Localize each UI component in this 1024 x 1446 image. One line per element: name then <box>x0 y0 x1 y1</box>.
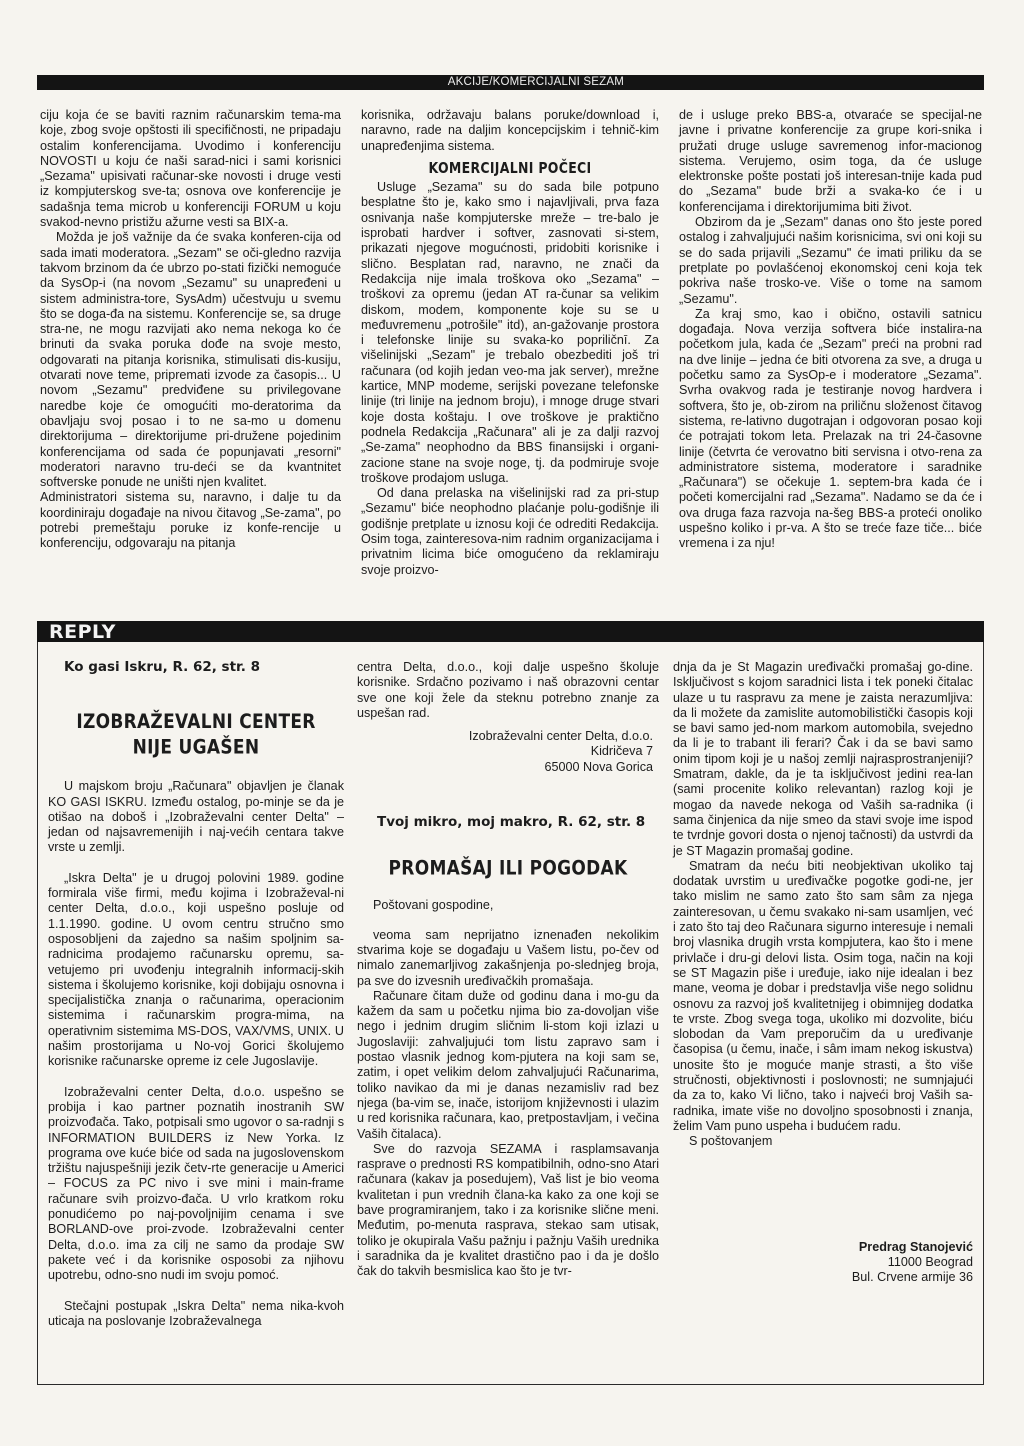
paragraph: Za kraj smo, kao i obično, ostavili satnicu događaja. Nova verzija softvera biće instalira-na početkom jula, kada će „Sezam" preći na probni rad na dve linije – jedna će biti otvorena za sve, a druga u početku samo za SysOp-e i moderatore „Sezama". Svrha ovakvog rada je testiranje novog hardvera i softvera, što je, ob-zirom na priličnu složenost čitavog sistema, re-lativno dugotrajan i odgovoran posao koji će potrajati tokom leta. Prelazak na tri 24-časovne linije (četvrta će verovatno biti servisna i otvo-rena za administratore sistema, moderatore i saradnike „Računara") se očekuje 1. septem-bra kada će i početi komercijalni rad „Sezama". Nadamo se da će i ova druga faza razvoja na-šeg BBS-a proteći onoliko uspešno koliko i pr-va. A što se treće faze tiče... biće vremena i za nju! <box>679 306 982 551</box>
paragraph: „Iskra Delta" je u drugoj polovini 1989. godine formirala više firmi, među kojima i Izobraževal-ni center Delta, d.o.o., koji uspešno posluje od 1.1.1990. godine. U ovom centru stručno smo osposobljeni da zajedno sa našim spoljnim sa-radnicima prodajemo računarsku opremu, sa-vetujemo pri uvođenju integralnih informacij-skih sistema i školujemo korisnike, koji dobijaju osnovna i specijalistička znanja o računarima, operacionim sistemima i računarskim progra-mima, na operativnim sistemima MS-DOS, VAX/VMS, UNIX. U našim prostorijama u No-voj Gorici školujemo korisnike računarske opreme iz cele Jugoslavije. <box>48 870 344 1069</box>
paragraph: Obzirom da je „Sezam" danas ono što jeste pored ostalog i zahvaljujući našim korisnicima, svi oni koji su se do sada prijavili „Sezamu" će imati priliku da se pretplate po povlašćenoj ekonomskoj ceni koja tek pokriva naše trosko-ve. Više o tome na samom „Sezamu". <box>679 215 982 306</box>
paragraph: Smatram da neću biti neobjektivan ukoliko taj dodatak uvrstim u uređivačke pogotke godi-ne, jer tako mislim ne samo zato što sam sâm za njega zainteresovan, u čemu svakako ni-sam usamljen, već i zato što taj deo Računara sigurno interesuje i nemali broj vlasnika drugih vrsta kompjutera, kao što i mene privlače i dru-gi delovi lista. Osim toga, način na koji se ST Magazin piše i uređuje, iako nije idealan i bez mane, veoma je dobar i predstavlja više nego solidnu osnovu za razvoj još kvalitetnijeg i obimnijeg dodatka te vrste. Zbog svega toga, ukoliko mi dozvolite, biću slobodan da Vam preporučim da u uređivanje časopisa (u čemu, inače, i sâm imam nekog iskustva) unosite što je moguće manje strasti, a što više stručnosti, objektivnosti i poslovnosti; ne sumnjajući da za to, kako Vi lično, tako i najveći broj Vaših sa-radnika, imate više no dovoljno sposobnosti i znanja, želim Vam puno uspeha i budućem radu. <box>673 858 973 1133</box>
article-column-3 <box>679 108 982 552</box>
paragraph: veoma sam neprijatno iznenađen nekolikim stvarima koje se događaju u Vašem listu, po-čev od nimalo zanemarljivog zakašnjenja po-slednjeg broja, pa sve do izvesnih uređivačkih promašaja. <box>357 927 659 988</box>
paragraph: de i usluge preko BBS-a, otvaraće se specijal-ne javne i privatne konferencije za grupe kori-snika i pružati druge usluge savremenog infor-macionog sistema. Verujemo, osim toga, da će usluge elektronske pošte postati još interesan-tnije kada pud do „Sezama" bude brži a svaka-ko će i u konferencijama i direktorijumima biti život. <box>679 108 982 214</box>
paragraph: Sve do razvoja SEZAMA i rasplamsavanja rasprave o prednosti RS kompatibilnih, odno-sno Atari računara (kakav ja posedujem), Vaš list je bio veoma kvalitetan i pun vrednih člana-ka kako za one koji se bave programiranjem, tako i za korisnike slične meni. Međutim, po-menuta rasprava, stekao sam utisak, toliko je okupirala Vašu pažnju i pažnju Vaših urednika i saradnika da je kvalitet drastično pao i da je došlo čak do takvih besmislica kao što je tvr- <box>357 1141 659 1279</box>
signature-city: 11000 Beograd <box>887 1254 973 1269</box>
closing: S poštovanjem <box>689 1134 773 1149</box>
paragraph: ciju koja će se baviti raznim računarskim tema-ma koje, zbog svoje opštosti ili specifičnosti, ne pripadaju ostalim konferencijama. Uvodimo i konferenciju NOVOSTI u koju će naši sarad-nici i sami korisnici „Sezama" upisivati računar-ske novosti i druge vesti iz kompjuterskog sve-ta; osnova ove konferencije je sadašnja tema microb u konferenciji FORUM u koju svakod-nevno pristižu ažurne vesti sa BIX-a. <box>40 108 341 230</box>
paragraph: U majskom broju „Računara" objavljen je članak KO GASI ISKRU. Između ostalog, po-minje se da je otišao na doboš i „Izobraževalni center Delta" – jedan od najsavremenijih i naj-većih centara takve vrste u zemlji. <box>48 779 344 855</box>
letter-2-column <box>357 660 659 1280</box>
section-header-bar <box>37 75 984 90</box>
paragraph: Od dana prelaska na višelinijski rad za pri-stup „Sezamu" biće neophodno plaćanje polu-godišnje ili godišnje pretplate u iznosu koji će odrediti Redakcija. Osim toga, zainteresova-nim radnim organizacijama i privatnim licima biće omogućeno da reklamiraju svoje proizvo- <box>361 486 659 577</box>
headline-line-1: IZOBRAŽEVALNI CENTER <box>76 711 316 735</box>
signature-street: Bul. Crvene armije 36 <box>851 1270 973 1285</box>
signature-street: Kidričeva 7 <box>590 744 653 759</box>
reply-section-label: REPLY <box>49 621 116 643</box>
paragraph: Računare čitam duže od godinu dana i mo-gu da kažem da sam u početku njima bio za-dovoljan više nego i jednim drugim sličnim li-stom koji izlazi u Jugoslaviji: zahvaljujući tom listu zapravo sam i postao vlasnik jednog kom-pjutera na koji sam se, zatim, i opet velikim delom zahvaljujući Računarima, toliko navikao da mi je danas nezamisliv rad bez njega (ba-vim se, inače, istorijom književnosti i ulazim u red korisnika računara, kao, pretpostavljam, i večina Vaših čitalaca). <box>357 988 659 1141</box>
letter-1-column <box>48 660 344 1329</box>
letter-1-signature <box>357 729 659 775</box>
paragraph: centra Delta, d.o.o., koji dalje uspešno školuje korisnike. Srdačno pozivamo i naš obrazovni centar sve one koji žele da steknu potrebno znanje za uspešan rad. <box>357 660 659 720</box>
headline-line-2: NIJE UGAŠEN <box>132 736 260 760</box>
paragraph: dnja da je St Magazin uređivački promašaj go-dine. Isključivost s kojom saradnici lista i tek poneki čitalac ulaze u tu raspravu za mene je zaista nerazumljiva: da li možete da zamislite automobilistički časopis koji se bavi samo jed-nom markom automobila, svejedno da li je to trabant ili ferari? Čak i da se bavi samo onim tipom koji je u našoj zemlji najrasprostranjeniji? Smatram, dakle, da je ta isključivost jedini rea-lan (sami procenite koliko relevantan) razlog koji je mogao da navede nekoga od Vaših sa-radnika (i sama činjenica da nije smeo da stavi svoje ime ispod te tvrdnje govori dosta o njenoj tačnosti) da ustvrdi da je ST Magazin promašaj godine. <box>673 660 973 858</box>
reply-section-bar <box>37 621 984 642</box>
signature-city: 65000 Nova Gorica <box>544 759 653 774</box>
paragraph: Administratori sistema su, naravno, i dalje tu da koordiniraju događaje na nivou čitavog „Se-zama", po potrebi premeštaju poruke iz konfe-rencije u konferenciju, odgovaraju na pitanja <box>40 490 341 551</box>
paragraph: Možda je još važnije da će svaka konferen-cija od sada imati moderatora. „Sezam" se oči-gledno razvija takvom brzinom da će ubrzo po-stati fizički nemoguće da SysOp-i (na novom „Sezamu" su unapređeni u sistem administra-tore, SysAdm) učestvuju u svemu što se doga-đa na sistemu. Konferencije se, sa druge stra-ne, ne mogu razvijati ako nema nekoga ko će brinuti da svaka poruka dođe na svoje mesto, odgovarati na pitanja korisnika, stimulisati dis-kusiju, otvarati nove teme, pripremati izvode za časopis... U novom „Sezamu" predviđene su privilegovane naredbe koje će omogućiti mo-deratorima da obavljaju svoj posao i to ne sa-mo u domenu direktorijuma – direktorijume pri-družene pojedinim konferencijama od sada će popunjavati „resorni" moderatori naravno tru-deći se da kvantnitet softverske ponude ne uništi njen kvalitet. <box>40 230 341 490</box>
paragraph: Stečajni postupak „Iskra Delta" nema nika-kvoh uticaja na poslovanje Izobraževalnega <box>48 1298 344 1328</box>
article-column-2 <box>361 108 659 578</box>
section-header-label: AKCIJE/KOMERCIJALNI SEZAM <box>447 76 624 88</box>
paragraph: Izobraževalni center Delta, d.o.o. uspešno se probija i kao partner poznatih inostranih SW proizvođača. Tako, potpisali smo ugovor o sa-radnji s INFORMATION BUILDERS iz New Yorka. Iz programa ove kuće biće od sada na jugoslovenskom tržištu najuspešniji jezik četv-rte generacije u Americi – FOCUS za PC nivo i sve mini i main-frame računare svih proizvo-đača. U vrlo kratkom roku ponudićemo po naj-povoljnijim cenama i sve BORLAND-ove proi-zvode. Izobraževalni center Delta, d.o.o. ima za cilj ne samo da prodaje SW pakete već i da korisnike osposobi za njihovu upotrebu, odno-sno nudi im svoju pomoć. <box>48 1084 344 1283</box>
signature-name: Predrag Stanojević <box>858 1239 973 1254</box>
letter-2-continuation-column <box>673 660 973 1285</box>
paragraph: korisnika, održavaju balans poruke/download i, naravno, rade na daljim koncepcijskim i tehnič-kim unapređenjima sistema. <box>361 108 659 153</box>
letter-reference: Tvoj mikro, moj makro, R. 62, str. 8 <box>377 814 646 831</box>
letter-2-signature <box>673 1240 973 1286</box>
salutation: Poštovani gospodine, <box>373 898 494 913</box>
letter-reference: Ko gasi Iskru, R. 62, str. 8 <box>64 659 261 675</box>
paragraph: Usluge „Sezama" su do sada bile potpuno besplatne što je, kako smo i najavljivali, prva faza osnivanja naše kompjuterske mreže – tre-balo je isprobati hardver i softver, zasnovati si-stem, prikazati njegove mogućnosti, pridobiti korisnike i slično. Besplatan rad, naravno, ne znači da Redakcija nije imala troškova oko „Sezama" – troškovi za opremu (jedan AT ra-čunar sa velikim diskom, modem, komponente koje su se u međuvremenu „potrošile" itd), an-gažovanje prostora i telefonske linije su svaka-ko popriličnī. Za višelinijski „Sezam" je trebalo obezbediti još tri računara (od kojih jedan veo-ma jak server), mrežne kartice, MNP modeme, serijski povezane telefonske linije (tri linije na jednom broju), i mnoge druge stvari koje dosta koštaju. I ove troškove je praktično podnela Redakcija „Računara" ali je za dalji razvoj „Se-zama" neophodno da BBS finansijski i organi-zacione stane na svoje noge, tj. da podmiruje svoje troškove prodajom usluga. <box>361 180 659 485</box>
letter-headline: PROMAŠAJ ILI POGODAK <box>388 857 628 881</box>
subheading: KOMERCIJALNI POČECI <box>428 158 592 177</box>
letter-headline <box>48 710 344 761</box>
article-column-1 <box>40 108 341 552</box>
signature-org: Izobraževalni center Delta, d.o.o. <box>468 729 653 744</box>
